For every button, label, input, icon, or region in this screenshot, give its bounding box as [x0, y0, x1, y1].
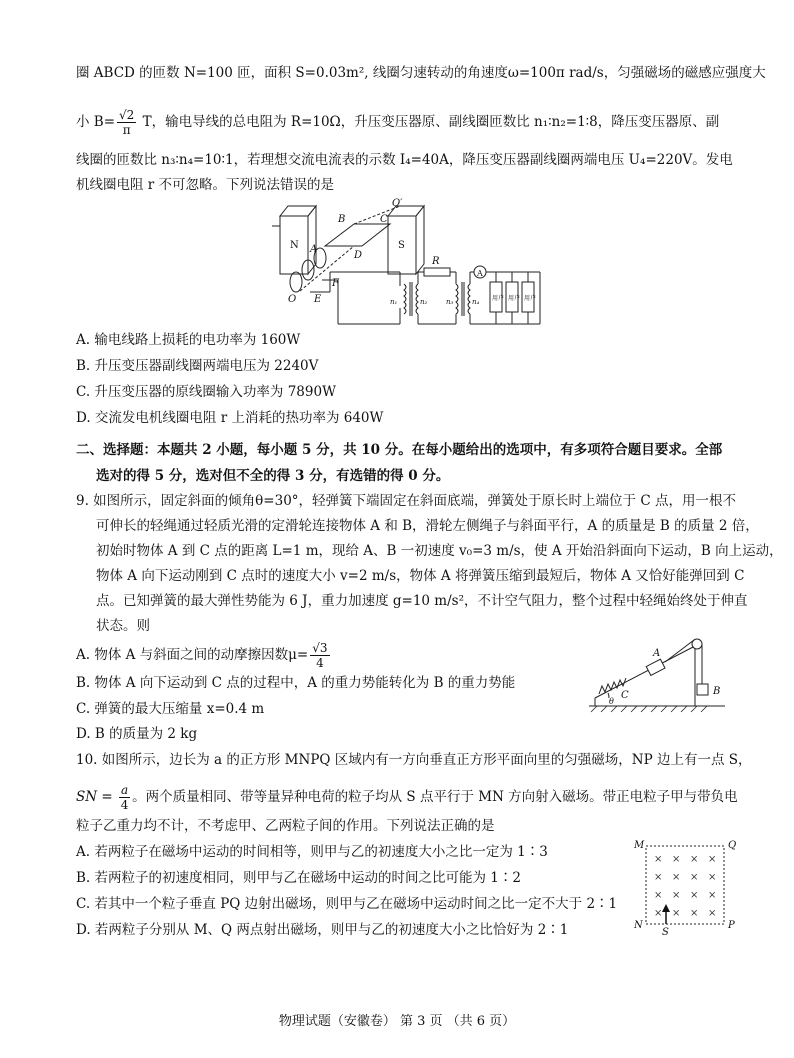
q8-option-b: B. 升压变压器副线圈两端电压为 2240V — [76, 358, 319, 374]
svg-text:×: × — [672, 908, 681, 919]
svg-text:×: × — [690, 872, 699, 883]
field-crosses — [654, 854, 716, 919]
q8-b-fraction: $\frac{√2}{\pi}$ — [119, 108, 135, 137]
fig-label-B: B — [338, 214, 346, 225]
fig-label-O: O — [288, 294, 297, 305]
fig-label-E: E — [314, 294, 322, 305]
q10-option-d: D. 若两粒子分别从 M、Q 两点射出磁场，则甲与乙的初速度大小之比恰好为 2∶1 — [76, 922, 569, 938]
svg-text:×: × — [654, 872, 663, 883]
fig-label-S: S — [398, 240, 405, 251]
fig-label-point-c: C — [621, 690, 629, 701]
fig-label-block-b: B — [713, 686, 721, 697]
q8-line1: 圈 ABCD 的匝数 N=100 匝，面积 S=0.03m², 线圈匀速转动的角速度ω=100π rad/s，匀强磁场的磁感应强度大 — [76, 65, 766, 81]
q9-option-b: B. 物体 A 向下运动到 C 点的过程中，A 的重力势能转化为 B 的重力势能 — [76, 675, 516, 691]
q10-line1: 10. 如图所示，边长为 a 的正方形 MNPQ 区域内有一方向垂直正方形平面向里的匀强磁场，NP 边上有一点 S， — [76, 752, 752, 768]
q9-line3: 初始时物体 A 到 C 点的距离 L=1 m，现给 A、B 一初速度 v₀=3 m/s，使 A 开始沿斜面向下运动，B 向上运动， — [96, 543, 783, 559]
q9-line5: 点。已知弹簧的最大弹性势能为 6 J，重力加速度 g=10 m/s²，不计空气阻力，整个过程中轻绳始终处于伸直 — [96, 593, 748, 609]
fig-label-N: N — [290, 240, 299, 251]
incline-spring-figure — [585, 632, 735, 716]
svg-text:×: × — [708, 908, 717, 919]
fig-label-F: F — [332, 278, 339, 289]
q9-line4: 物体 A 向下运动刚到 C 点时的速度大小 v=2 m/s，物体 A 将弹簧压缩到最短后，物体 A 又恰好能弹回到 C — [96, 568, 745, 584]
svg-text:×: × — [654, 890, 663, 901]
fig-label-A: A — [310, 244, 318, 255]
fig-label-O1: O′ — [392, 198, 403, 209]
magnetic-field-square-figure — [630, 836, 740, 936]
sn-fraction: $\frac{a}{4}$ — [120, 783, 129, 812]
q10-option-c: C. 若其中一个粒子垂直 PQ 边射出磁场，则甲与乙在磁场中运动时间之比一定不大于 2∶1 — [76, 896, 618, 912]
svg-text:×: × — [672, 854, 681, 865]
q9-option-d: D. B 的质量为 2 kg — [76, 726, 198, 742]
q9-option-c: C. 弹簧的最大压缩量 x=0.4 m — [76, 701, 265, 717]
q8-line4: 机线圈电阻 r 不可忽略。下列说法错误的是 — [76, 177, 335, 193]
page-footer: 物理试题（安徽卷） 第 3 页 （共 6 页） — [278, 1014, 516, 1029]
svg-text:×: × — [672, 890, 681, 901]
svg-text:×: × — [672, 872, 681, 883]
q10-line2: SN = $\frac{a}{4}$ 。两个质量相同、带等量异种电荷的粒子均从 S 点平行于 MN 方向射入磁场。带正电粒子甲与带负电 — [76, 783, 738, 812]
fig-label-n: N — [634, 920, 643, 931]
svg-text:×: × — [708, 854, 717, 865]
svg-text:×: × — [654, 854, 663, 865]
fig-label-C: C — [380, 214, 388, 225]
q8-line3: 线圈的匝数比 n₃∶n₄=10∶1，若理想交流电流表的示数 I₄=40A，降压变压器副线圈两端电压 U₄=220V。发电 — [76, 152, 733, 168]
q8-option-a: A. 输电线路上损耗的电功率为 160W — [76, 332, 301, 348]
q9-line6: 状态。则 — [96, 618, 150, 634]
svg-text:×: × — [654, 908, 663, 919]
svg-text:×: × — [690, 908, 699, 919]
svg-text:×: × — [708, 872, 717, 883]
user-label-2: 用户 — [508, 295, 521, 302]
q9-line2: 可伸长的轻绳通过轻质光滑的定滑轮连接物体 A 和 B，滑轮左侧绳子与斜面平行，A 的质量是 B 的质量 2 倍， — [96, 518, 759, 534]
q10-line3: 粒子乙重力均不计，不考虑甲、乙两粒子间的作用。下列说法正确的是 — [76, 818, 495, 834]
generator-transmission-figure — [270, 196, 550, 332]
fig-label-theta: θ — [609, 697, 614, 706]
user-label-3: 用户 — [524, 295, 537, 302]
fig-label-m: M — [634, 840, 645, 851]
section2-header-line2: 选对的得 5 分，选对但不全的得 3 分，有选错的得 0 分。 — [96, 468, 450, 484]
q10-option-b: B. 若两粒子的初速度相同，则甲与乙在磁场中运动的时间之比可能为 1∶2 — [76, 870, 521, 886]
q10-option-a: A. 若两粒子在磁场中运动的时间相等，则甲与乙的初速度大小之比一定为 1∶3 — [76, 844, 548, 860]
q8-option-d: D. 交流发电机线圈电阻 r 上消耗的热功率为 640W — [76, 410, 384, 426]
fig-label-n3: n₃ — [446, 298, 454, 306]
fig-label-n4: n₄ — [472, 298, 480, 306]
user-label-1: 用户 — [492, 295, 505, 302]
svg-text:×: × — [690, 854, 699, 865]
fig-label-n2: n₂ — [420, 298, 428, 306]
q9-option-a: A. 物体 A 与斜面之间的动摩擦因数μ= $\frac{√3}{4}$ — [76, 641, 328, 670]
svg-text:×: × — [708, 890, 717, 901]
fig-label-q: Q — [728, 840, 737, 851]
fig-label-R: R — [432, 256, 440, 267]
fig-label-block-a: A — [653, 648, 661, 659]
fig-label-n1: n₁ — [390, 298, 398, 306]
mu-fraction: $\frac{√3}{4}$ — [312, 641, 328, 670]
ammeter-label: A — [477, 269, 483, 278]
q9-line1: 9. 如图所示，固定斜面的倾角θ=30°，轻弹簧下端固定在斜面底端，弹簧处于原长时上端位于 C 点，用一根不 — [76, 493, 736, 509]
svg-text:×: × — [690, 890, 699, 901]
q8-line2: 小 B= $\frac{√2}{\pi}$ T，输电导线的总电阻为 R=10Ω，升压变压器原、副线圈匝数比 n₁∶n₂=1∶8，降压变压器原、副 — [76, 108, 720, 137]
fig-label-s: S — [662, 927, 669, 936]
fig-label-p: P — [728, 920, 735, 931]
q8-option-c: C. 升压变压器的原线圈输入功率为 7890W — [76, 384, 336, 400]
section2-header-line1: 二、选择题：本题共 2 小题，每小题 5 分，共 10 分。在每小题给出的选项中，有多项符合题目要求。全部 — [76, 442, 723, 458]
fig-label-D: D — [354, 250, 363, 261]
